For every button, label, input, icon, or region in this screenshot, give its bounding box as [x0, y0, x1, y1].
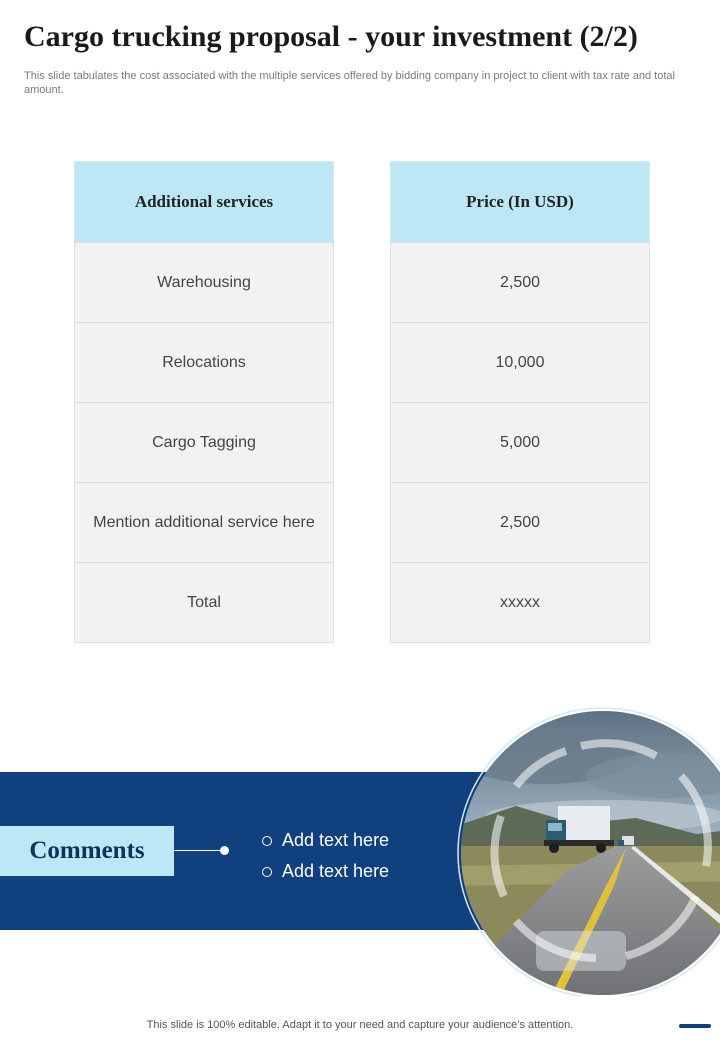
- comment-text: Add text here: [282, 861, 390, 881]
- services-column: [74, 161, 334, 643]
- total-label-cell: Total: [75, 562, 333, 642]
- price-cell: 2,500: [391, 482, 649, 562]
- truck-on-highway-photo: [456, 706, 720, 996]
- comments-list: [262, 825, 389, 887]
- hollow-circle-bullet-icon: [262, 867, 272, 877]
- price-header: Price (In USD): [391, 162, 649, 242]
- comments-connector-dot: [220, 846, 229, 855]
- comments-label: Comments: [0, 826, 174, 876]
- service-cell: Relocations: [75, 322, 333, 402]
- footer-note: This slide is 100% editable. Adapt it to your need and capture your audience’s attention.: [146, 1019, 574, 1031]
- comment-item: [262, 856, 389, 887]
- services-header: Additional services: [75, 162, 333, 242]
- total-price-cell: xxxxx: [391, 562, 649, 642]
- comments-connector-line: [174, 850, 222, 851]
- price-cell: 10,000: [391, 322, 649, 402]
- comment-text: Add text here: [282, 830, 390, 850]
- page-title: Cargo trucking proposal - your investment (2/2): [24, 20, 638, 53]
- service-cell: Cargo Tagging: [75, 402, 333, 482]
- comment-item: [262, 825, 389, 856]
- service-cell: Mention additional service here: [75, 482, 333, 562]
- price-column: [390, 161, 650, 643]
- price-cell: 5,000: [391, 402, 649, 482]
- price-cell: 2,500: [391, 242, 649, 322]
- footer-accent-bar: [679, 1024, 711, 1028]
- service-cell: Warehousing: [75, 242, 333, 322]
- page-subtitle: This slide tabulates the cost associated with the multiple services offered by bidding company in project to client with tax rate and total amount.: [24, 70, 675, 96]
- hollow-circle-bullet-icon: [262, 836, 272, 846]
